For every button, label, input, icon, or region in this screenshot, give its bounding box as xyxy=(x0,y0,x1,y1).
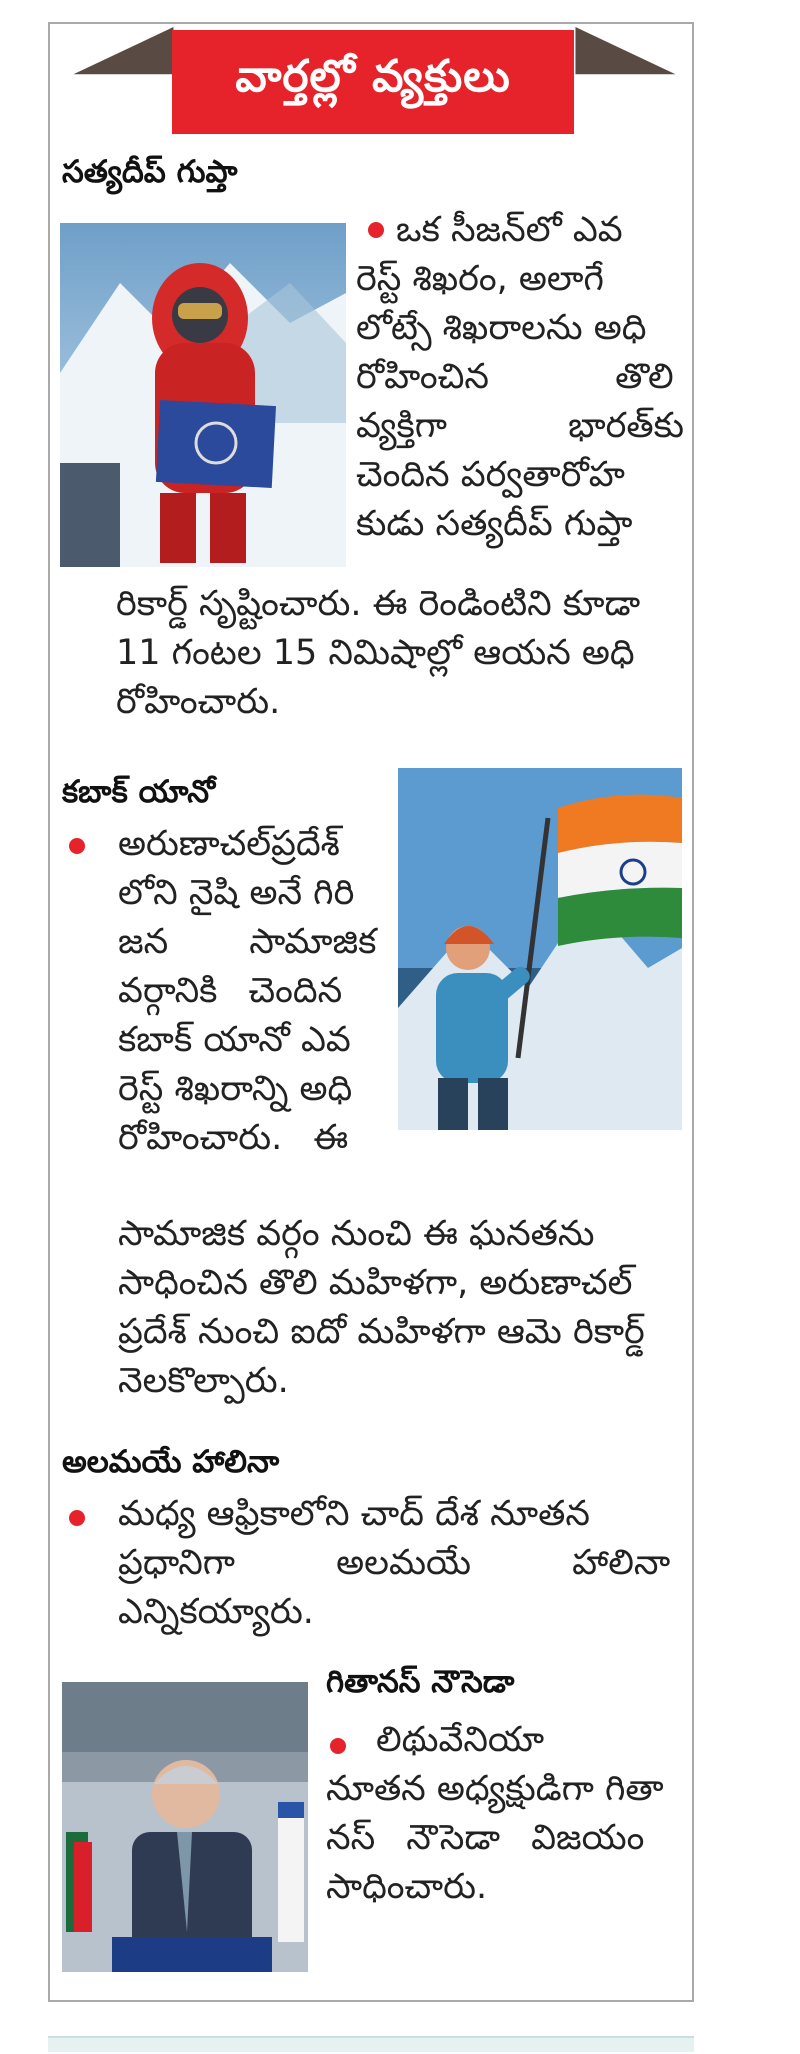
text-line: ఎన్నికయ్యారు. xyxy=(118,1592,314,1632)
text-line: సామాజిక వర్గం నుంచి ఈ ఘనతను xyxy=(118,1214,595,1254)
text-line: రోహించారు. xyxy=(116,682,281,722)
bullet-3 xyxy=(69,1510,85,1526)
bullet-1 xyxy=(368,222,384,238)
text-line: సాధించిన తొలి మహిళగా, అరుణాచల్ xyxy=(118,1263,633,1303)
text-line: రోహించారు. ఈ xyxy=(118,1118,349,1158)
text-line: జన సామాజిక xyxy=(118,922,377,962)
text-line: మధ్య ఆఫ్రికాలోని చాద్ దేశ నూతన xyxy=(118,1494,590,1534)
article-2-wrap-text xyxy=(118,820,388,1163)
article-1-wrap-text xyxy=(356,206,686,549)
article-4-wrap-text xyxy=(326,1716,686,1912)
text-line: నస్ నౌసెడా విజయం xyxy=(326,1818,645,1858)
text-line: అరుణాచల్‌ప్రదేశ్ xyxy=(118,824,340,864)
text-line: నూతన అధ్యక్షుడిగా గితా xyxy=(326,1769,664,1809)
article-3-text xyxy=(118,1490,688,1637)
text-line: నెలకొల్పారు. xyxy=(118,1361,289,1401)
text-line: లోట్సే శిఖరాలను అధి xyxy=(356,308,647,348)
banner-right-wing xyxy=(570,27,690,77)
bullet-2 xyxy=(69,838,85,854)
text-line: లోని నైషి అనే గిరి xyxy=(118,873,355,913)
text-line: ఒక సీజన్‌లో ఎవ xyxy=(396,210,623,250)
text-line: చెందిన పర్వతారోహ xyxy=(356,455,625,495)
article-1-full-text xyxy=(116,580,686,727)
photo-satyadeep-gupta xyxy=(60,223,346,567)
photo-gitanas-nauseda xyxy=(62,1682,308,1972)
article-2-full-text xyxy=(118,1210,688,1406)
section-title: వార్తల్లో వ్యక్తులు xyxy=(235,51,511,102)
section-title-banner xyxy=(172,30,574,134)
text-line: ప్రధానిగా అలమయే హాలినా xyxy=(118,1543,671,1583)
article-2-name: కబాక్ యానో xyxy=(62,774,216,810)
text-line: వ్యక్తిగా భారత్‌కు xyxy=(356,406,685,446)
photo-kabak-yano xyxy=(398,768,682,1130)
text-line: లిథువేనియా xyxy=(376,1720,545,1760)
text-line: సాధించారు. xyxy=(326,1867,488,1907)
text-line: కుడు సత్యదీప్ గుప్తా xyxy=(356,504,633,544)
bullet-4 xyxy=(330,1738,346,1754)
bottom-strip xyxy=(48,2036,694,2052)
text-line: రికార్డ్ సృష్టించారు. ఈ రెండింటిని కూడా xyxy=(116,584,641,624)
text-line: వర్గానికి చెందిన xyxy=(118,971,343,1011)
text-line: 11 గంటల 15 నిమిషాల్లో ఆయన అధి xyxy=(116,633,635,673)
banner-left-wing xyxy=(68,27,188,77)
text-line: కబాక్ యానో ఎవ xyxy=(118,1020,351,1060)
text-line: రోహించిన తొలి xyxy=(356,357,674,397)
article-3-name: అలమయే హాలినా xyxy=(62,1444,280,1480)
article-1-name: సత్యదీప్ గుప్తా xyxy=(62,154,238,190)
text-line: ప్రదేశ్ నుంచి ఐదో మహిళగా ఆమె రికార్డ్ xyxy=(118,1312,645,1352)
article-4-name: గితానస్ నౌసెడా xyxy=(326,1664,515,1700)
text-line: రెస్ట్ శిఖరాన్ని అధి xyxy=(118,1069,353,1109)
text-line: రెస్ట్ శిఖరం, అలాగే xyxy=(356,259,604,299)
